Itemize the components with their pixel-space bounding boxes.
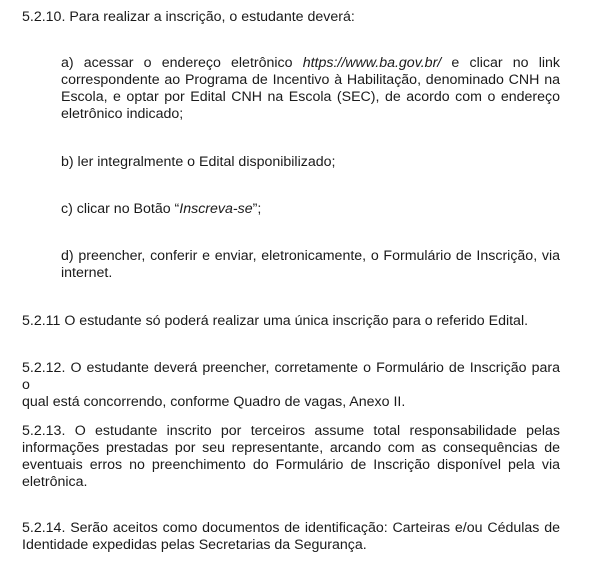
clause-5-2-10-item-d: d) preencher, conferir e enviar, eletronicamente, o Formulário de Inscrição, via internet. — [61, 248, 560, 281]
clause-5-2-10-heading: 5.2.10. Para realizar a inscrição, o estudante deverá: — [22, 9, 355, 25]
item-a-line-1: a) acessar o endereço eletrônico https://www.ba.gov.br/ e clicar no link — [61, 55, 560, 71]
clause-5-2-10-item-b: b) ler integralmente o Edital disponibilizado; — [61, 154, 336, 170]
clause-5-2-11: 5.2.11 O estudante só poderá realizar uma única inscrição para o referido Edital. — [22, 313, 529, 329]
clause-5-2-12: 5.2.12. O estudante deverá preencher, corretamente o Formulário de Inscrição para o qual está concorrendo, conforme Quadro de vagas, Anexo II. — [22, 360, 560, 410]
clause-5-2-13: 5.2.13. O estudante inscrito por terceiros assume total responsabilidade pelas informações prestadas por seu representante, arcando com as consequências de eventuais erros no preenchimento do Formulário de Inscrição disponível pela via eletrônica. — [22, 423, 560, 490]
clause-5-2-10-item-a: a) acessar o endereço eletrônico https://www.ba.gov.br/ e clicar no link correspondente ao Programa de Incentivo à Habilitação, denominado CNH na Escola, e optar por Edital CNH na Escola (SEC), de acordo com o endereço eletrônico indicado; — [61, 55, 560, 122]
clause-5-2-10-item-c: c) clicar no Botão “Inscreva-se”; — [61, 201, 262, 217]
clause-5-2-14: 5.2.14. Serão aceitos como documentos de identificação: Carteiras e/ou Cédulas de Identidade expedidas pelas Secretarias da Segurança. — [22, 520, 560, 553]
register-button-name: Inscreva-se — [179, 201, 253, 217]
portal-url: https://www.ba.gov.br/ — [302, 55, 442, 71]
